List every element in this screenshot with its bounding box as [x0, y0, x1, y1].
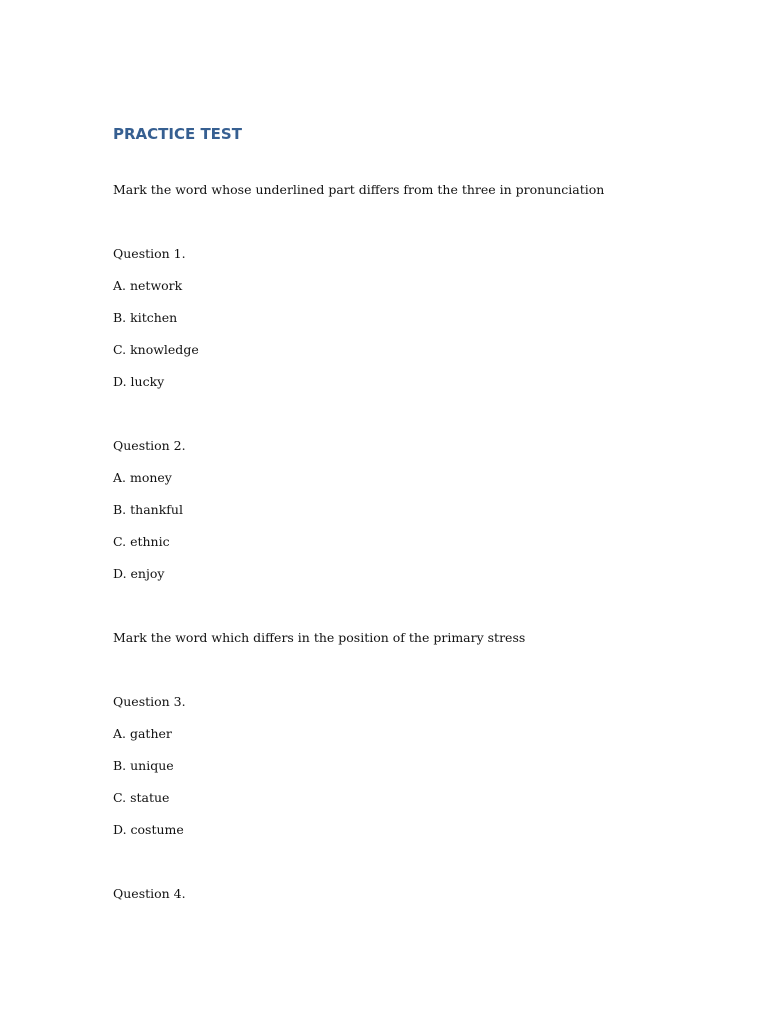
section2-instruction: Mark the word which differs in the position of the primary stress	[113, 630, 526, 645]
question-1-label: Question 1.	[113, 246, 186, 261]
section1-instruction: Mark the word whose underlined part differs from the three in pronunciation	[113, 182, 605, 197]
question-1-option-d: D. lucky	[113, 374, 165, 389]
question-1-option-c: C. knowledge	[113, 342, 199, 357]
question-3-label: Question 3.	[113, 694, 186, 709]
question-3-option-c: C. statue	[113, 790, 170, 805]
question-3-option-d: D. costume	[113, 822, 184, 837]
page-title: PRACTICE TEST	[113, 125, 242, 143]
question-3-option-b: B. unique	[113, 758, 174, 773]
question-2-option-c: C. ethnic	[113, 534, 170, 549]
question-2-option-a: A. money	[113, 470, 172, 485]
question-2-option-b: B. thankful	[113, 502, 183, 517]
question-2-label: Question 2.	[113, 438, 186, 453]
question-3-option-a: A. gather	[113, 726, 172, 741]
question-2-option-d: D. enjoy	[113, 566, 165, 581]
question-1-option-b: B. kitchen	[113, 310, 178, 325]
question-4-label: Question 4.	[113, 886, 186, 901]
question-1-option-a: A. network	[113, 278, 183, 293]
